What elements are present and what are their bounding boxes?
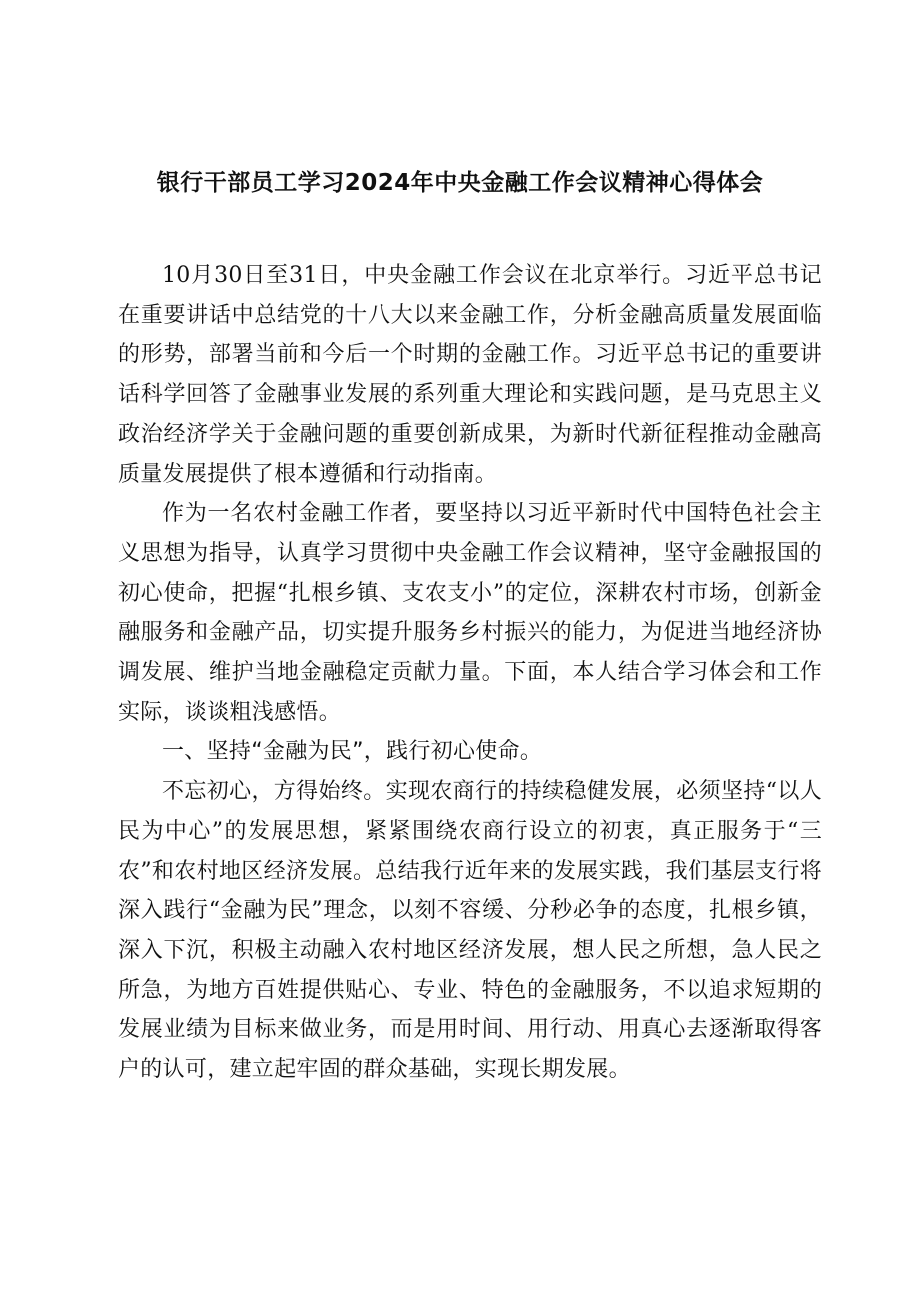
paragraph-role: 作为一名农村金融工作者，要坚持以习近平新时代中国特色社会主义思想为指导，认真学习贯彻中央金融工作会议精神，坚守金融报国的初心使命，把握“扎根乡镇、支农支小”的定位，深耕农村市场，创新金融服务和金融产品，切实提升服务乡村振兴的能力，为促进当地经济协调发展、维护当地金融稳定贡献力量。下面，本人结合学习体会和工作实际，谈谈粗浅感悟。 [118,501,822,725]
paragraph-intro: 10月30日至31日，中央金融工作会议在北京举行。习近平总书记在重要讲话中总结党的十八大以来金融工作，分析金融高质量发展面临的形势，部署当前和今后一个时期的金融工作。习近平总书记的重要讲话科学回答了金融事业发展的系列重大理论和实践问题，是马克思主义政治经济学关于金融问题的重要创新成果，为新时代新征程推动金融高质量发展提供了根本遵循和行动指南。 [118,263,822,487]
document-title: 银行干部员工学习2024年中央金融工作会议精神心得体会 [156,170,764,196]
document-body [118,256,822,1090]
section-heading: 一、坚持“金融为民”，践行初心使命。 [162,739,543,765]
section-paragraph: 不忘初心，方得始终。实现农商行的持续稳健发展，必须坚持“以人民为中心”的发展思想，紧紧围绕农商行设立的初衷，真正服务于“三农”和农村地区经济发展。总结我行近年来的发展实践，我们基层支行将深入践行“金融为民”理念，以刻不容缓、分秒必争的态度，扎根乡镇，深入下沉，积极主动融入农村地区经济发展，想人民之所想，急人民之所急，为地方百姓提供贴心、专业、特色的金融服务，不以追求短期的发展业绩为目标来做业务，而是用时间、用行动、用真心去逐渐取得客户的认可，建立起牢固的群众基础，实现长期发展。 [118,779,822,1083]
